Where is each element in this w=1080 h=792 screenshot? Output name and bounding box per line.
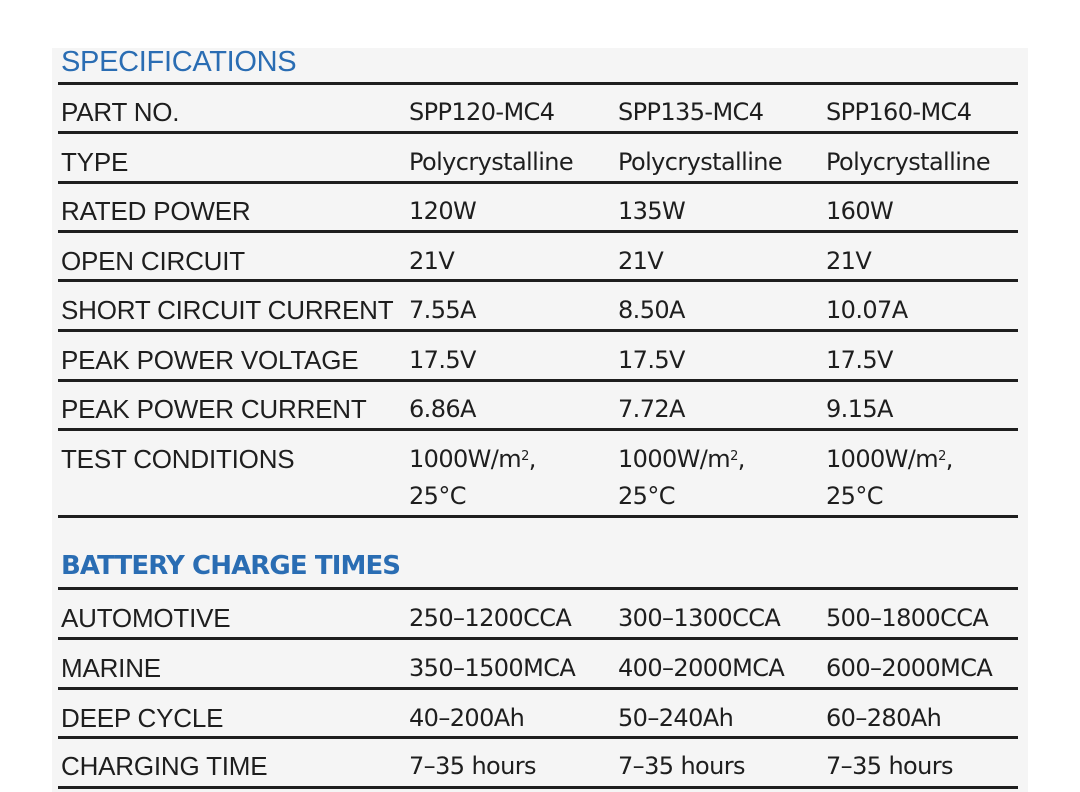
irradiance-exponent: 2 (730, 449, 738, 464)
cell-spp135: 21V (618, 247, 664, 275)
row-label: PEAK POWER CURRENT (61, 394, 367, 424)
irradiance-value: 1000W/m (618, 445, 731, 473)
irradiance-exponent: 2 (938, 449, 946, 464)
cell-spp160: 7–35 hours (826, 752, 953, 780)
cell-spp160: 10.07A (826, 296, 908, 324)
cell-spp120: 250–1200CCA (409, 604, 572, 632)
cell-spp160: SPP160-MC4 (826, 98, 972, 126)
battery-charge-times-title: BATTERY CHARGE TIMES (61, 551, 401, 581)
temperature-value: 25°C (618, 482, 675, 510)
irradiance-exponent: 2 (521, 449, 529, 464)
cell-spp120 (409, 441, 536, 515)
cell-spp120: 7–35 hours (409, 752, 536, 780)
table-rule (58, 279, 1018, 282)
cell-spp160: 17.5V (826, 346, 893, 374)
irradiance-suffix: , (528, 445, 536, 473)
cell-spp120: Polycrystalline (409, 148, 574, 176)
row-label: SHORT CIRCUIT CURRENT (61, 295, 394, 325)
cell-spp120: 40–200Ah (409, 704, 525, 732)
cell-spp160: Polycrystalline (826, 148, 991, 176)
row-label: PEAK POWER VOLTAGE (61, 345, 359, 375)
row-label: AUTOMOTIVE (61, 603, 231, 633)
cell-spp135: 7–35 hours (618, 752, 745, 780)
cell-spp135: 8.50A (618, 296, 685, 324)
row-label: OPEN CIRCUIT (61, 246, 245, 276)
cell-spp160: 60–280Ah (826, 704, 942, 732)
temperature-value: 25°C (826, 482, 883, 510)
cell-spp120: 350–1500MCA (409, 654, 576, 682)
cell-spp135: 400–2000MCA (618, 654, 785, 682)
cell-spp135: 300–1300CCA (618, 604, 781, 632)
cell-spp160: 500–1800CCA (826, 604, 989, 632)
irradiance-value: 1000W/m (826, 445, 939, 473)
cell-spp135: 135W (618, 197, 686, 225)
table-rule (58, 428, 1018, 431)
table-rule (58, 181, 1018, 184)
table-rule (58, 587, 1018, 590)
table-rule (58, 515, 1018, 518)
cell-spp120: 17.5V (409, 346, 476, 374)
table-rule (58, 637, 1018, 640)
cell-spp160: 21V (826, 247, 872, 275)
irradiance-suffix: , (737, 445, 745, 473)
cell-spp135: Polycrystalline (618, 148, 783, 176)
cell-spp120: SPP120-MC4 (409, 98, 555, 126)
table-rule (58, 786, 1018, 789)
row-label: RATED POWER (61, 196, 251, 226)
cell-spp120: 6.86A (409, 395, 476, 423)
cell-spp120: 120W (409, 197, 477, 225)
cell-spp135: 17.5V (618, 346, 685, 374)
cell-spp135: SPP135-MC4 (618, 98, 764, 126)
cell-spp135: 50–240Ah (618, 704, 734, 732)
table-rule (58, 329, 1018, 332)
table-rule (58, 379, 1018, 382)
cell-spp120: 7.55A (409, 296, 476, 324)
row-label: PART NO. (61, 97, 180, 127)
cell-spp160: 9.15A (826, 395, 893, 423)
table-rule (58, 687, 1018, 690)
cell-spp135: 7.72A (618, 395, 685, 423)
table-rule (58, 82, 1018, 85)
row-label: TEST CONDITIONS (61, 444, 295, 474)
cell-spp120: 21V (409, 247, 455, 275)
table-rule (58, 736, 1018, 739)
cell-spp135 (618, 441, 745, 515)
cell-spp160: 600–2000MCA (826, 654, 993, 682)
cell-spp160: 160W (826, 197, 894, 225)
row-label: MARINE (61, 653, 161, 683)
row-label: CHARGING TIME (61, 751, 268, 781)
table-rule (58, 131, 1018, 134)
row-label: TYPE (61, 147, 129, 177)
cell-spp160 (826, 441, 953, 515)
specifications-title: SPECIFICATIONS (61, 46, 297, 78)
row-label: DEEP CYCLE (61, 703, 224, 733)
irradiance-suffix: , (945, 445, 953, 473)
table-rule (58, 230, 1018, 233)
irradiance-value: 1000W/m (409, 445, 522, 473)
temperature-value: 25°C (409, 482, 466, 510)
